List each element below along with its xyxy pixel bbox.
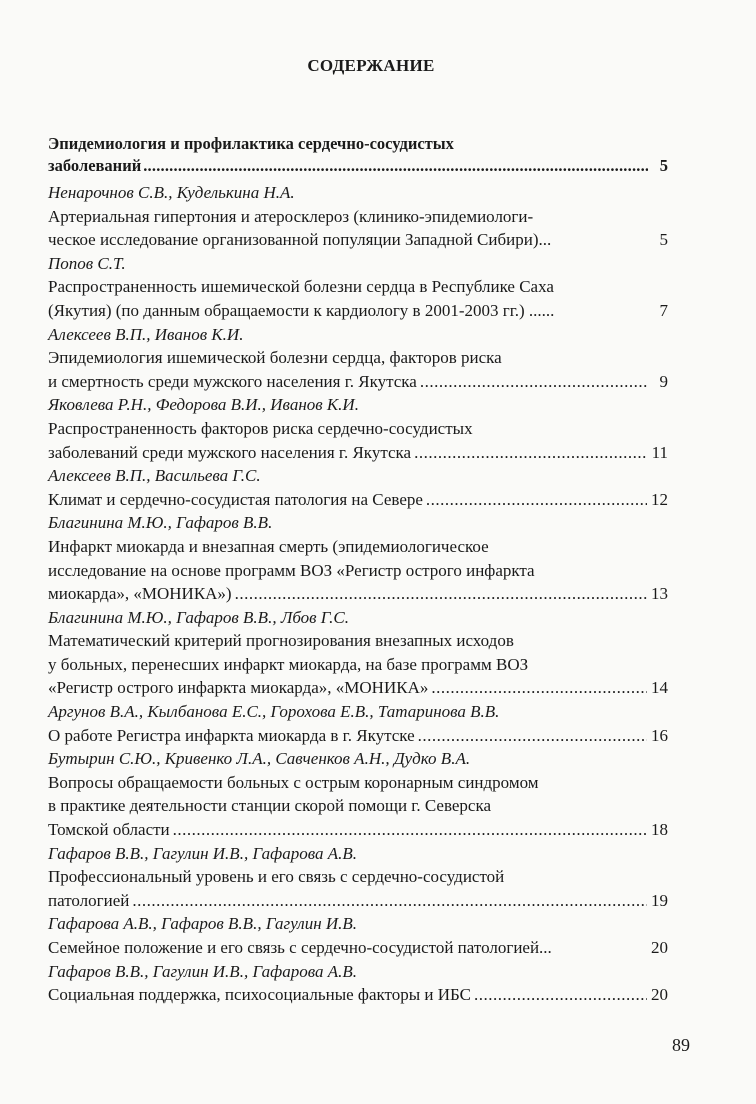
toc-line-text: Семейное положение и его связь с сердечно-сосудистой патологией... (48, 938, 552, 957)
toc-line (48, 346, 668, 370)
toc-line (48, 370, 668, 394)
toc-page-number: 13 (651, 584, 668, 604)
toc-entry-authors: Благинина М.Ю., Гафаров В.В. (48, 513, 273, 533)
toc-entry[interactable] (48, 252, 668, 323)
section-heading (48, 133, 668, 177)
toc-line-text: Вопросы обращаемости больных с острым коронарным синдромом (48, 772, 539, 792)
toc-line (48, 535, 668, 559)
toc-line-text: заболеваний (48, 156, 142, 175)
toc-page-number: 9 (659, 371, 668, 391)
toc-entry[interactable] (48, 606, 668, 700)
dot-leader (414, 441, 647, 465)
toc-entry[interactable] (48, 323, 668, 394)
toc-entry-authors: Алексеев В.П., Иванов К.И. (48, 324, 244, 344)
dot-leader (143, 155, 648, 177)
toc-line (48, 724, 668, 748)
toc-page-number: 19 (651, 890, 668, 910)
toc-line-text: Томской области (48, 820, 170, 840)
toc-entry-authors: Бутырин С.Ю., Кривенко Л.А., Савченков А.Н., Дудко В.А. (48, 749, 471, 769)
toc-page-number: 11 (651, 442, 668, 462)
toc-line (48, 228, 668, 252)
dot-leader (235, 582, 647, 606)
toc-entry[interactable] (48, 700, 668, 747)
dot-leader (418, 724, 647, 748)
toc-line (48, 818, 668, 842)
page-number: 89 (672, 1035, 690, 1055)
toc-line-text: О работе Регистра инфаркта миокарда в г. Якутске (48, 725, 415, 745)
toc-line (48, 205, 668, 229)
toc-line-text: Инфаркт миокарда и внезапная смерть (эпидемиологическое (48, 536, 489, 556)
toc-line (48, 441, 668, 465)
toc-line (48, 794, 668, 818)
toc-line-text: исследование на основе программ ВОЗ «Регистр острого инфаркта (48, 560, 535, 580)
toc-entry-authors: Попов С.Т. (48, 253, 126, 273)
toc-line (48, 653, 668, 677)
toc-line (48, 488, 668, 512)
toc-line (48, 865, 668, 889)
toc-line-text: миокарда», «МОНИКА») (48, 584, 232, 604)
toc-line-text: ческое исследование организованной популяции Западной Сибири)... (48, 230, 552, 250)
table-of-contents (48, 133, 668, 1007)
toc-line-text: у больных, перенесших инфаркт миокарда, на базе программ ВОЗ (48, 654, 529, 674)
toc-entry-authors: Гафаров В.В., Гагулин И.В., Гафарова А.В. (48, 843, 358, 863)
toc-line-text: патологией (48, 890, 130, 910)
toc-entry[interactable] (48, 747, 668, 841)
toc-entry-authors: Алексеев В.П., Васильева Г.С. (48, 466, 261, 486)
dot-leader (132, 889, 647, 913)
toc-page-number: 18 (651, 820, 668, 840)
toc-line (48, 629, 668, 653)
toc-line (48, 275, 668, 299)
toc-line-text: Математический критерий прогнозирования внезапных исходов (48, 631, 514, 651)
dot-leader (426, 488, 647, 512)
toc-line (48, 133, 668, 155)
toc-page-number: 5 (659, 156, 668, 175)
toc-line (48, 676, 668, 700)
toc-page-number: 5 (659, 230, 668, 250)
toc-page-number: 7 (659, 300, 668, 320)
toc-line (48, 936, 668, 960)
toc-line (48, 299, 668, 323)
toc-line (48, 771, 668, 795)
dot-leader (431, 676, 647, 700)
toc-page-number: 20 (651, 938, 668, 957)
toc-entry[interactable] (48, 511, 668, 605)
toc-line-text: Климат и сердечно-сосудистая патология на Севере (48, 489, 423, 509)
page-title: СОДЕРЖАНИЕ (307, 56, 435, 75)
toc-line (48, 983, 668, 1007)
toc-page-number: 20 (651, 985, 668, 1005)
toc-entry[interactable] (48, 912, 668, 959)
toc-line (48, 155, 668, 177)
toc-line-text: Артериальная гипертония и атеросклероз (клинико-эпидемиологи- (48, 206, 534, 226)
toc-line-text: и смертность среди мужского населения г. Якутска (48, 371, 417, 391)
toc-line-text: «Регистр острого инфаркта миокарда», «МОНИКА» (48, 678, 429, 698)
toc-entry-authors: Гафаров В.В., Гагулин И.В., Гафарова А.В. (48, 961, 358, 981)
toc-entry[interactable] (48, 464, 668, 511)
dot-leader (173, 818, 647, 842)
toc-entry-authors: Ненарочнов С.В., Куделькина Н.А. (48, 183, 295, 202)
toc-line-text: Эпидемиология ишемической болезни сердца, факторов риска (48, 348, 502, 368)
toc-entry-authors: Благинина М.Ю., Гафаров В.В., Лбов Г.С. (48, 607, 350, 627)
toc-entry-authors: Аргунов В.А., Кылбанова Е.С., Горохова Е.В., Татаринова В.В. (48, 702, 500, 722)
toc-line-text: Распространенность факторов риска сердечно-сосудистых (48, 418, 473, 438)
toc-entry[interactable] (48, 181, 668, 252)
toc-page-number: 14 (651, 678, 668, 698)
dot-leader (420, 370, 647, 394)
dot-leader (474, 983, 647, 1007)
toc-entry-authors: Гафарова А.В., Гафаров В.В., Гагулин И.В. (48, 914, 358, 934)
toc-line-text: заболеваний среди мужского населения г. Якутска (48, 442, 412, 462)
toc-line-text: Социальная поддержка, психосоциальные факторы и ИБС (48, 985, 472, 1005)
toc-line-text: Эпидемиология и профилактика сердечно-сосудистых (48, 134, 454, 153)
toc-entry[interactable] (48, 842, 668, 913)
toc-line (48, 889, 668, 913)
toc-line (48, 559, 668, 583)
toc-page-number: 12 (651, 489, 668, 509)
toc-entries (48, 181, 668, 1007)
toc-line-text: в практике деятельности станции скорой помощи г. Северска (48, 796, 492, 816)
toc-line (48, 582, 668, 606)
toc-entry[interactable] (48, 393, 668, 464)
toc-line-text: (Якутия) (по данным обращаемости к кардиологу в 2001-2003 гг.) ...... (48, 300, 555, 320)
toc-entry-authors: Яковлева Р.Н., Федорова В.И., Иванов К.И. (48, 395, 359, 415)
toc-line-text: Распространенность ишемической болезни сердца в Республике Саха (48, 277, 554, 297)
toc-page-number: 16 (651, 725, 668, 745)
toc-line-text: Профессиональный уровень и его связь с сердечно-сосудистой (48, 867, 505, 887)
toc-entry[interactable] (48, 960, 668, 1007)
toc-line (48, 417, 668, 441)
